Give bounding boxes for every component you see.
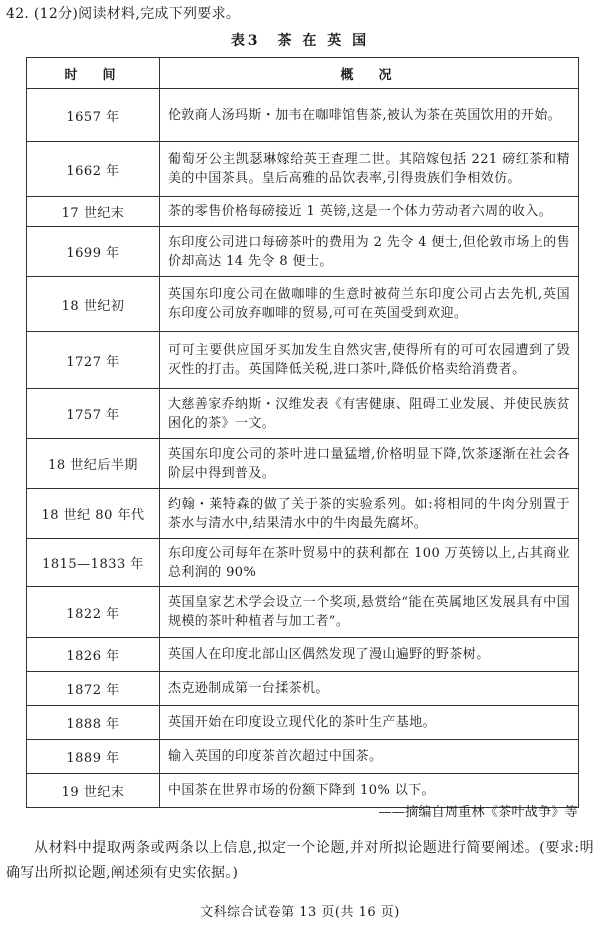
table-row <box>27 706 579 740</box>
table-row <box>27 389 579 439</box>
period-cell: 19 世纪末 <box>27 774 160 808</box>
table-row <box>27 227 579 277</box>
period-cell: 1889 年 <box>27 740 160 774</box>
column-header-time: 时 间 <box>27 58 160 89</box>
table-row <box>27 489 579 539</box>
summary-cell: 伦敦商人汤玛斯・加韦在咖啡馆售茶,被认为茶在英国饮用的开始。 <box>160 89 579 142</box>
period-cell: 1699 年 <box>27 227 160 277</box>
table-row <box>27 439 579 489</box>
period-cell: 1815—1833 年 <box>27 539 160 587</box>
period-cell: 1757 年 <box>27 389 160 439</box>
summary-cell: 东印度公司每年在茶叶贸易中的获利都在 100 万英镑以上,占其商业总利润的 90% <box>160 539 579 587</box>
summary-cell: 英国开始在印度设立现代化的茶叶生产基地。 <box>160 706 579 740</box>
table-row <box>27 740 579 774</box>
page-footer: 文科综合试卷第 13 页(共 16 页) <box>200 905 400 920</box>
table-row <box>27 587 579 638</box>
period-cell: 18 世纪 80 年代 <box>27 489 160 539</box>
tea-in-britain-table <box>26 57 579 808</box>
task-instruction: 从材料中提取两条或两条以上信息,拟定一个论题,并对所拟论题进行简要阐述。(要求:明确写出所拟论题,阐述须有史实依据。) <box>6 840 594 881</box>
period-cell: 1888 年 <box>27 706 160 740</box>
period-cell: 18 世纪初 <box>27 277 160 332</box>
question-header: 42. (12分)阅读材料,完成下列要求。 <box>6 6 241 22</box>
table-row <box>27 89 579 142</box>
table-row <box>27 142 579 197</box>
table-title: 表3 茶 在 英 国 <box>230 33 370 49</box>
period-cell: 1826 年 <box>27 638 160 672</box>
period-cell: 18 世纪后半期 <box>27 439 160 489</box>
table-row <box>27 277 579 332</box>
period-cell: 17 世纪末 <box>27 197 160 227</box>
summary-cell: 大慈善家乔纳斯・汉维发表《有害健康、阻碍工业发展、并使民族贫困化的茶》一文。 <box>160 389 579 439</box>
table-row <box>27 197 579 227</box>
table-row <box>27 332 579 389</box>
summary-cell: 杰克逊制成第一台揉茶机。 <box>160 672 579 706</box>
table-row <box>27 672 579 706</box>
summary-cell: 输入英国的印度茶首次超过中国茶。 <box>160 740 579 774</box>
period-cell: 1822 年 <box>27 587 160 638</box>
period-cell: 1657 年 <box>27 89 160 142</box>
summary-cell: 约翰・莱特森的做了关于茶的实验系列。如:将相同的牛肉分别置于茶水与清水中,结果清水中的牛肉最先腐坏。 <box>160 489 579 539</box>
summary-cell: 英国东印度公司在做咖啡的生意时被荷兰东印度公司占去先机,英国东印度公司放弃咖啡的贸易,可可在英国受到欢迎。 <box>160 277 579 332</box>
summary-cell: 中国茶在世界市场的份额下降到 10% 以下。 <box>160 774 579 808</box>
summary-cell: 可可主要供应国牙买加发生自然灾害,使得所有的可可农园遭到了毁灭性的打击。英国降低关税,进口茶叶,降低价格卖给消费者。 <box>160 332 579 389</box>
summary-cell: 东印度公司进口每磅茶叶的费用为 2 先令 4 便士,但伦敦市场上的售价却高达 14 先令 8 便士。 <box>160 227 579 277</box>
table-header-row <box>27 58 579 89</box>
period-cell: 1662 年 <box>27 142 160 197</box>
period-cell: 1872 年 <box>27 672 160 706</box>
summary-cell: 英国皇家艺术学会设立一个奖项,悬赏给“能在英属地区发展具有中国规模的茶叶种植者与加工者”。 <box>160 587 579 638</box>
summary-cell: 葡萄牙公主凯瑟琳嫁给英王查理二世。其陪嫁包括 221 磅红茶和精美的中国茶具。皇后高雅的品饮表率,引得贵族们争相效仿。 <box>160 142 579 197</box>
table-row <box>27 638 579 672</box>
table-row <box>27 539 579 587</box>
period-cell: 1727 年 <box>27 332 160 389</box>
summary-cell: 茶的零售价格每磅接近 1 英镑,这是一个体力劳动者六周的收入。 <box>160 197 579 227</box>
summary-cell: 英国东印度公司的茶叶进口量猛增,价格明显下降,饮茶逐渐在社会各阶层中得到普及。 <box>160 439 579 489</box>
column-header-summary: 概 况 <box>160 58 579 89</box>
summary-cell: 英国人在印度北部山区偶然发现了漫山遍野的野茶树。 <box>160 638 579 672</box>
source-citation: ——摘编自周重林《茶叶战争》等 <box>378 805 578 820</box>
